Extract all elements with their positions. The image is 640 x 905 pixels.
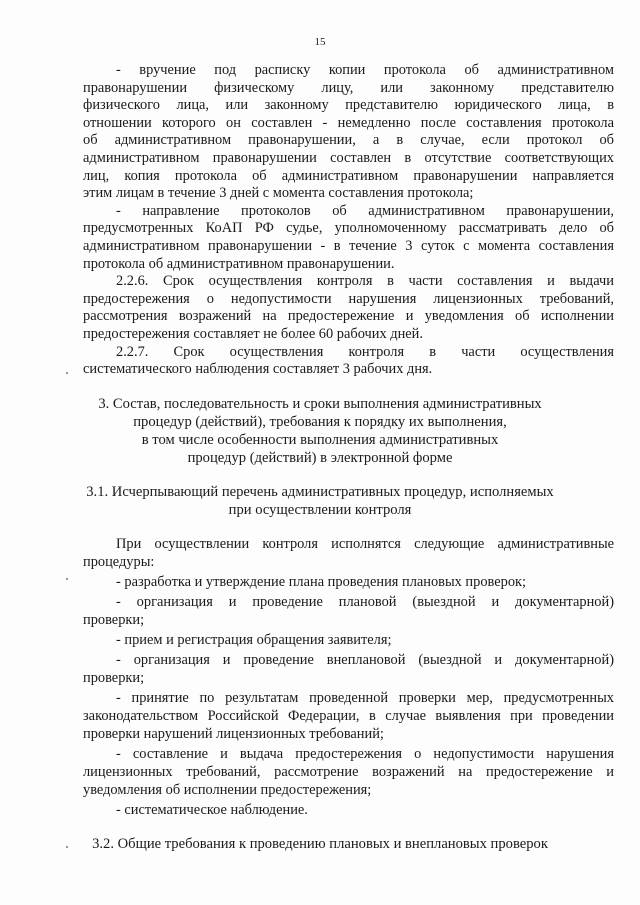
text-line: предостережения о недопустимости нарушения лицензионных требований, (83, 290, 614, 307)
list-item: - организация и проведение внеплановой (выездной и документарной) (116, 652, 614, 668)
text-line: отношении которого он составлен - немедленно после составления протокола (83, 114, 614, 131)
list-item-continuation: законодательством Российской Федерации, в случае выявления при проведении (83, 708, 614, 724)
text-line: административном правонарушении составлен в отсутствие соответствующих (83, 150, 614, 166)
section-3-2-heading: 3.2. Общие требования к проведению плановых и внеплановых проверок (92, 836, 548, 852)
text-line: правонарушении физическому лицу, или законному представителю (83, 79, 614, 96)
text-line: предостережения составляет не более 60 рабочих дней. (83, 326, 423, 342)
text-line: физического лица, или законному представителю юридического лица, в (83, 97, 614, 114)
section-3-1-heading-line: при осуществлении контроля (228, 502, 412, 518)
text-line: лиц, копия протокола об административном правонарушении направляется (83, 167, 614, 184)
scan-speck (66, 578, 68, 580)
list-item: - организация и проведение плановой (выездной и документарной) (116, 594, 614, 610)
list-item-continuation: проверки; (83, 612, 145, 628)
list-item-continuation: лицензионных требований, рассмотрение возражений на предостережение и (83, 764, 614, 780)
list-item: - прием и регистрация обращения заявителя; (116, 632, 392, 648)
section-3-heading-line: процедур (действий) в электронной форме (187, 450, 453, 466)
text-line: При осуществлении контроля исполнятся следующие административные (116, 536, 614, 552)
text-line: 2.2.7. Срок осуществления контроля в части осуществления (116, 343, 614, 360)
section-3-heading-line: процедур (действий), требования к порядку их выполнения, (133, 414, 507, 430)
list-item: - разработка и утверждение плана проведения плановых проверок; (116, 574, 527, 590)
text-line: 2.2.6. Срок осуществления контроля в части составления и выдачи (116, 273, 614, 290)
text-line: процедуры: (83, 554, 155, 570)
list-item-continuation: проверки; (83, 670, 145, 686)
text-line: этим лицам в течение 3 дней с момента составления протокола; (83, 185, 474, 202)
text-line: - вручение под расписку копии протокола об административном (116, 62, 614, 78)
text-line: систематического наблюдения составляет 3 рабочих дня. (83, 361, 433, 378)
list-item: - систематическое наблюдение. (116, 802, 308, 818)
list-item-continuation: уведомления об исполнении предостережения; (83, 782, 372, 798)
text-line: протокола об административном правонарушении. (83, 255, 395, 272)
list-item: - принятие по результатам проведенной проверки мер, предусмотренных (116, 690, 614, 706)
section-3-1-heading-line: 3.1. Исчерпывающий перечень административных процедур, исполняемых (86, 484, 554, 500)
list-item: - составление и выдача предостережения о недопустимости нарушения (116, 746, 614, 762)
text-line: об административном правонарушении, а в случае, если протокол об (83, 132, 614, 149)
section-3-heading-line: в том числе особенности выполнения административных (141, 432, 499, 448)
list-item-continuation: проверки нарушений лицензионных требований; (83, 726, 384, 742)
text-line: рассмотрения возражений на предостережение и уведомления об исполнении (83, 308, 614, 325)
scan-speck (66, 846, 68, 848)
scan-speck (66, 372, 68, 374)
text-line: предусмотренных КоАП РФ судье, уполномоченному рассматривать дело об (83, 220, 614, 237)
section-3-heading-line: 3. Состав, последовательность и сроки выполнения административных (98, 396, 542, 412)
text-line: - направление протоколов об административном правонарушении, (116, 202, 614, 219)
text-line: административном правонарушении - в течение 3 суток с момента составления (83, 238, 614, 254)
page-number: 15 (314, 36, 326, 48)
